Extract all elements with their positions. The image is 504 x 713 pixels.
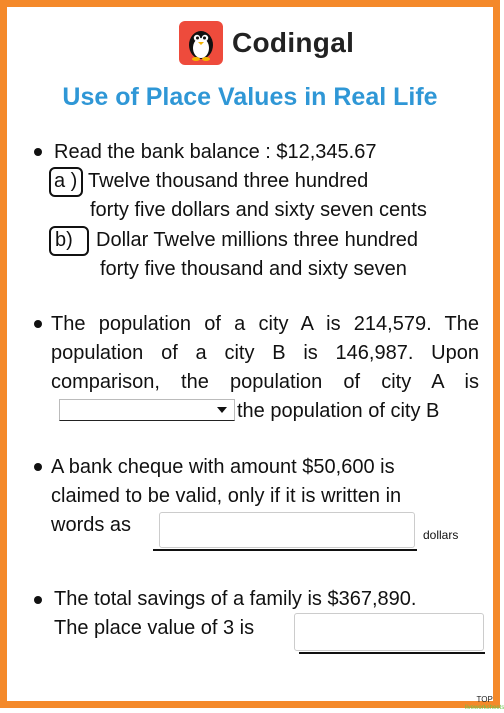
q4-line2: The place value of 3 is bbox=[54, 617, 255, 639]
bullet-3 bbox=[34, 463, 42, 471]
option-b-line1: Dollar Twelve millions three hundred bbox=[96, 229, 419, 251]
option-a-line1: Twelve thousand three hundred bbox=[88, 170, 369, 192]
q3-line2: claimed to be valid, only if it is written in bbox=[51, 485, 402, 507]
page-title: Use of Place Values in Real Life bbox=[62, 83, 438, 111]
q3-line3: words as bbox=[51, 514, 132, 536]
brand-name: Codingal bbox=[232, 27, 355, 58]
liveworksheets-label: liveworksheets bbox=[465, 705, 504, 711]
q4-line1: The total savings of a family is $367,890. bbox=[54, 588, 417, 610]
q2-line1: The population of a city A is 214,579. The bbox=[51, 313, 479, 335]
cheque-words-underline bbox=[153, 549, 417, 551]
q2-line3: comparison, the population of city A is bbox=[51, 371, 479, 393]
penguin-logo-icon bbox=[179, 21, 223, 65]
option-a-line2: forty five dollars and sixty seven cents bbox=[90, 199, 427, 221]
q2-line2: population of a city B is 146,987. Upon bbox=[51, 342, 479, 364]
top-link[interactable] bbox=[465, 695, 504, 713]
q2-line4: the population of city B bbox=[237, 400, 440, 422]
bullet-1 bbox=[34, 148, 42, 156]
option-b-line2: forty five thousand and sixty seven bbox=[100, 258, 407, 280]
comparison-dropdown[interactable] bbox=[59, 399, 235, 421]
dollars-label: dollars bbox=[423, 528, 459, 542]
bullet-2 bbox=[34, 320, 42, 328]
q1-prompt: Read the bank balance : $12,345.67 bbox=[54, 141, 377, 163]
q3-line1: A bank cheque with amount $50,600 is bbox=[51, 456, 395, 478]
place-value-underline bbox=[299, 652, 485, 654]
place-value-input[interactable] bbox=[294, 613, 484, 651]
bullet-4 bbox=[34, 596, 42, 604]
option-b-label: b) bbox=[55, 229, 73, 251]
top-link-label: TOP bbox=[476, 695, 493, 704]
brand bbox=[179, 21, 354, 65]
option-a-label: a ) bbox=[54, 170, 78, 192]
cheque-words-input[interactable] bbox=[159, 512, 415, 548]
chevron-down-icon bbox=[217, 407, 227, 413]
